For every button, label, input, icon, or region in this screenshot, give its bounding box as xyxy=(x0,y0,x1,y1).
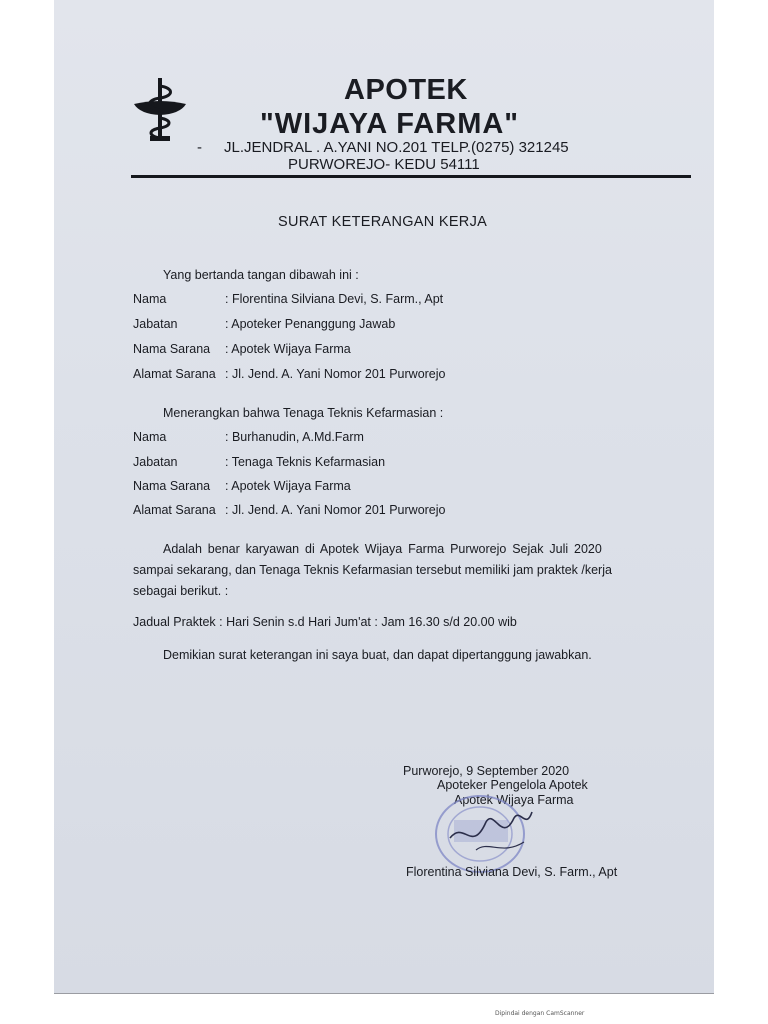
signer-label: Nama xyxy=(133,292,167,306)
letterhead-title: APOTEK xyxy=(344,74,468,106)
signature-place-date: Purworejo, 9 September 2020 xyxy=(403,764,570,778)
letterhead-address-line1: JL.JENDRAL . A.YANI NO.201 TELP.(0275) 321245 xyxy=(224,139,569,156)
signer-label: Alamat Sarana xyxy=(133,367,216,381)
signer-value: : Florentina Silviana Devi, S. Farm., Apt xyxy=(225,292,444,306)
scanned-letter xyxy=(54,0,714,993)
letterhead-rule xyxy=(131,175,691,178)
scan-bottom-edge xyxy=(54,993,714,994)
letterhead-name: "WIJAYA FARMA" xyxy=(260,108,520,140)
signer-label: Jabatan xyxy=(133,317,178,331)
body-paragraph-line3: sebagai berikut. : xyxy=(133,584,229,598)
signer-value: : Apotek Wijaya Farma xyxy=(225,342,351,356)
document-title: SURAT KETERANGAN KERJA xyxy=(278,214,488,230)
schedule-text: Jadual Praktek : Hari Senin s.d Hari Jum'at : Jam 16.30 s/d 20.00 wib xyxy=(133,615,517,629)
statement-text: Menerangkan bahwa Tenaga Teknis Kefarmasian : xyxy=(163,406,444,420)
signature-org: Apotek Wijaya Farma xyxy=(454,793,574,807)
signer-value: : Jl. Jend. A. Yani Nomor 201 Purworejo xyxy=(225,367,446,381)
employee-label: Alamat Sarana xyxy=(133,503,216,517)
body-paragraph-line1: Adalah benar karyawan di Apotek Wijaya Farma Purworejo Sejak Juli 2020 xyxy=(163,542,602,556)
employee-value: : Jl. Jend. A. Yani Nomor 201 Purworejo xyxy=(225,503,446,517)
signer-label: Nama Sarana xyxy=(133,342,211,356)
pharmacy-bowl-snake-logo xyxy=(130,74,190,144)
employee-value: : Tenaga Teknis Kefarmasian xyxy=(225,455,386,469)
body-paragraph-line2: sampai sekarang, dan Tenaga Teknis Kefarmasian tersebut memiliki jam praktek /kerja xyxy=(133,563,612,577)
scanner-footer-note: Dipindai dengan CamScanner xyxy=(495,1010,585,1017)
employee-value: : Burhanudin, A.Md.Farm xyxy=(225,430,364,444)
employee-label: Nama Sarana xyxy=(133,479,211,493)
closing-text: Demikian surat keterangan ini saya buat, dan dapat dipertanggung jawabkan. xyxy=(163,648,592,662)
intro-text: Yang bertanda tangan dibawah ini : xyxy=(163,268,359,282)
signature-name: Florentina Silviana Devi, S. Farm., Apt xyxy=(406,865,618,879)
signature-role: Apoteker Pengelola Apotek xyxy=(437,778,588,792)
employee-label: Jabatan xyxy=(133,455,178,469)
signer-value: : Apoteker Penanggung Jawab xyxy=(225,317,396,331)
employee-value: : Apotek Wijaya Farma xyxy=(225,479,351,493)
letterhead-address-line2: PURWOREJO- KEDU 54111 xyxy=(288,156,480,173)
employee-label: Nama xyxy=(133,430,167,444)
letterhead-dash: - xyxy=(197,139,202,156)
